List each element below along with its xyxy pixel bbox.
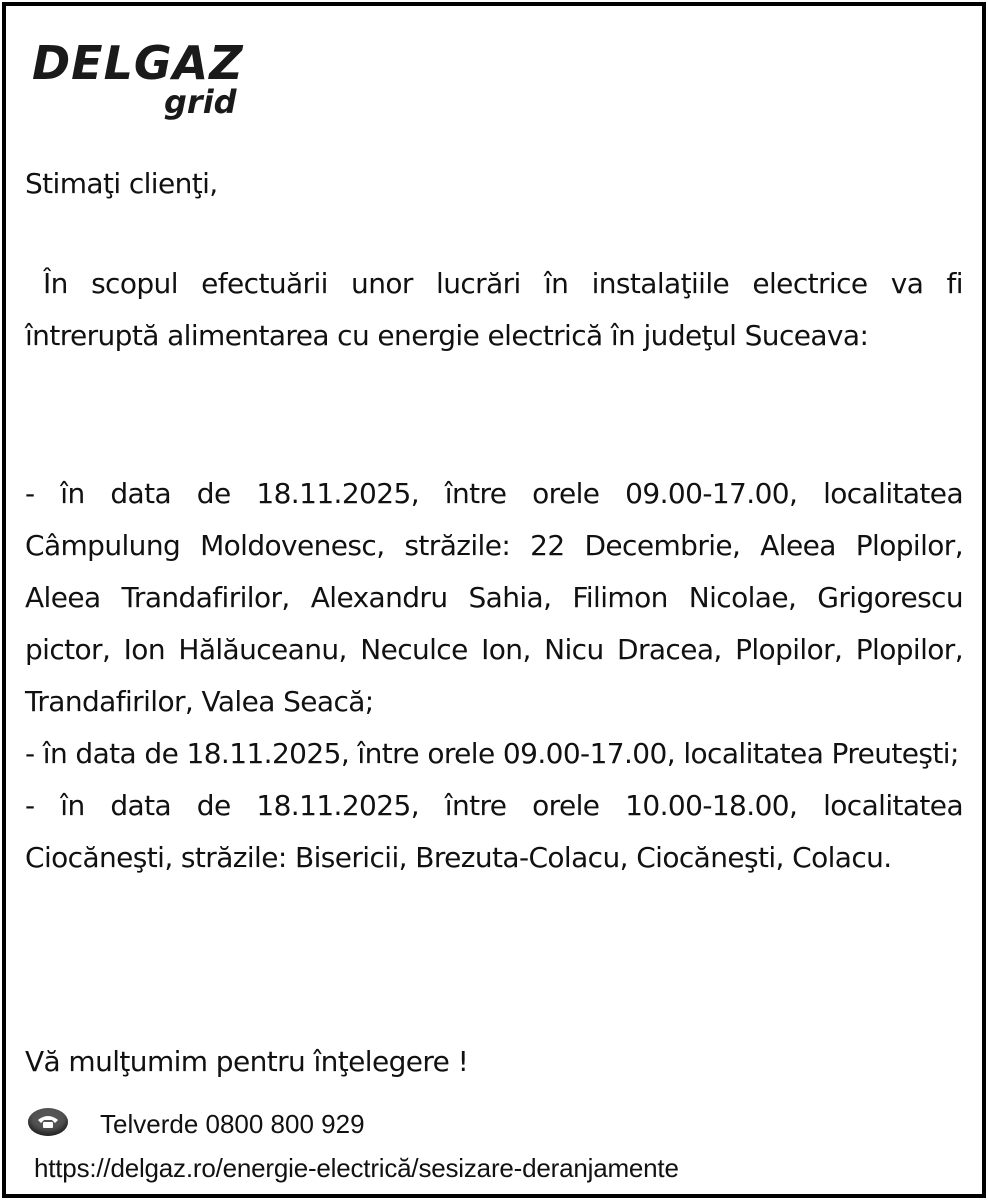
delgaz-grid-logo [32, 38, 262, 128]
phone-icon [28, 1108, 68, 1136]
greeting: Stimaţi clienţi, [25, 167, 218, 200]
intro-paragraph: În scopul efectuării unor lucrări în instalaţiile electrice va fi întreruptă alimentarea cu energie electrică în judeţul Suceava: [25, 267, 963, 352]
logo-sub: grid [164, 83, 237, 121]
outage-item: - în data de 18.11.2025, între orele 09.00-17.00, localitatea Preuteşti; [25, 737, 959, 770]
thanks-line: Vă mulţumim pentru înţelegere ! [25, 1045, 469, 1078]
notice-frame [2, 2, 986, 1198]
outage-list [25, 468, 963, 884]
contact-line [24, 1106, 624, 1146]
outage-item: - în data de 18.11.2025, între orele 09.00-17.00, localitatea Câmpulung Moldovenesc, străzile: 22 Decembrie, Aleea Plopilor, Aleea Trandafirilor, Alexandru Sahia, Filimon Nicolae, Grigorescu pictor, Ion Hălăuceanu, Neculce Ion, Nicu Dracea, Plopilor, Plopilor, Trandafirilor, Valea Seacă; [25, 477, 963, 718]
fault-report-link[interactable]: https://delgaz.ro/energie-electrică/sesizare-deranjamente [34, 1153, 679, 1183]
logo-brand: DELGAZ [32, 36, 244, 90]
telverde-number[interactable]: Telverde 0800 800 929 [100, 1109, 365, 1139]
outage-item: - în data de 18.11.2025, între orele 10.00-18.00, localitatea Ciocăneşti, străzile: Bisericii, Brezuta-Colacu, Ciocăneşti, Colacu. [25, 789, 963, 874]
